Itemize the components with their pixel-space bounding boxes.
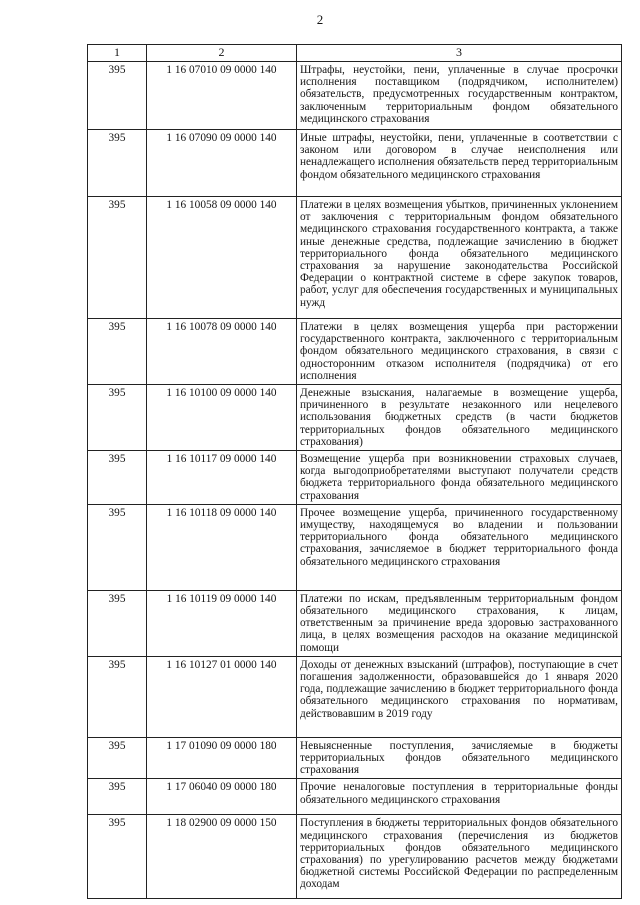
revenue-name-cell: Платежи в целях возмещения ущерба при расторжении государственного контракта, заключенного с территориальным фондом обязательного медицинского страхования, в связи с односторонним отказом исполнителя (подрядчика) от его исполнения	[297, 319, 622, 385]
revenue-name-cell: Доходы от денежных взысканий (штрафов), поступающие в счет погашения задолженности, образовавшейся до 1 января 2020 года, подлежащие зачислению в бюджет территориального фонда обязательного медицинского страхования по нормативам, действовавшим в 2019 году	[297, 656, 622, 737]
admin-code-cell: 395	[88, 319, 147, 385]
revenue-name-cell: Платежи по искам, предъявленным территориальным фондом обязательного медицинского страхования, к лицам, ответственным за причинение вреда здоровью застрахованного лица, в целях возмещения расходов на оказание медицинской помощи	[297, 590, 622, 656]
admin-code-cell: 395	[88, 130, 147, 197]
revenue-name-cell: Прочие неналоговые поступления в территориальные фонды обязательного медицинского страхования	[297, 779, 622, 815]
budget-code-cell: 1 16 10058 09 0000 140	[147, 197, 297, 319]
budget-code-cell: 1 16 07090 09 0000 140	[147, 130, 297, 197]
budget-code-cell: 1 16 10127 01 0000 140	[147, 656, 297, 737]
revenue-name-cell: Штрафы, неустойки, пени, уплаченные в случае просрочки исполнения поставщиком (подрядчиком, исполнителем) обязательств, предусмотренных государственным контрактом, заключенным территориальным фондом обязательного медицинского страхования	[297, 62, 622, 130]
budget-code-cell: 1 16 10117 09 0000 140	[147, 451, 297, 505]
budget-code-cell: 1 18 02900 09 0000 150	[147, 815, 297, 899]
table-row	[88, 590, 622, 656]
budget-code-cell: 1 16 07010 09 0000 140	[147, 62, 297, 130]
revenue-name-cell: Платежи в целях возмещения убытков, причиненных уклонением от заключения с территориальным фондом обязательного медицинского страхования государственного контракта, а также иные денежные средства, подлежащие зачислению в бюджет территориального фонда обязательного медицинского страхования за нарушение законодательства Российской Федерации о контрактной системе в сфере закупок товаров, работ, услуг для обеспечения государственных и муниципальных нужд	[297, 197, 622, 319]
table-row	[88, 319, 622, 385]
table-row	[88, 62, 622, 130]
budget-code-cell: 1 16 10078 09 0000 140	[147, 319, 297, 385]
admin-code-cell: 395	[88, 590, 147, 656]
revenue-name-cell: Невыясненные поступления, зачисляемые в бюджеты территориальных фондов обязательного медицинского страхования	[297, 737, 622, 779]
header-row	[88, 45, 622, 62]
table-row	[88, 504, 622, 590]
table-row	[88, 656, 622, 737]
admin-code-cell: 395	[88, 779, 147, 815]
table-row	[88, 385, 622, 451]
budget-code-cell: 1 16 10100 09 0000 140	[147, 385, 297, 451]
admin-code-cell: 395	[88, 815, 147, 899]
admin-code-cell: 395	[88, 62, 147, 130]
page-number: 2	[316, 12, 324, 27]
admin-code-cell: 395	[88, 385, 147, 451]
header-col-1: 1	[88, 45, 147, 62]
revenue-name-cell: Денежные взыскания, налагаемые в возмещение ущерба, причиненного в результате незаконного или нецелевого использования бюджетных средств (в части бюджетов территориальных фондов обязательного медицинского страхования)	[297, 385, 622, 451]
table-row	[88, 815, 622, 899]
table-header	[88, 45, 622, 62]
admin-code-cell: 395	[88, 197, 147, 319]
revenue-name-cell: Поступления в бюджеты территориальных фондов обязательного медицинского страхования (перечисления из бюджетов территориальных фондов обязательного медицинского страхования) по урегулированию расчетов между бюджетами бюджетной системы Российской Федерации по распределенным доходам	[297, 815, 622, 899]
table-row	[88, 197, 622, 319]
table-row	[88, 130, 622, 197]
admin-code-cell: 395	[88, 504, 147, 590]
revenue-name-cell: Возмещение ущерба при возникновении страховых случаев, когда выгодоприобретателями выступают получатели средств бюджета территориального фонда обязательного медицинского страхования	[297, 451, 622, 505]
budget-code-cell: 1 16 10119 09 0000 140	[147, 590, 297, 656]
admin-code-cell: 395	[88, 656, 147, 737]
table-row	[88, 451, 622, 505]
admin-code-cell: 395	[88, 451, 147, 505]
header-col-2: 2	[147, 45, 297, 62]
table-body	[88, 62, 622, 899]
budget-code-cell: 1 17 01090 09 0000 180	[147, 737, 297, 779]
revenue-codes-table	[87, 44, 622, 899]
admin-code-cell: 395	[88, 737, 147, 779]
revenue-name-cell: Прочее возмещение ущерба, причиненного государственному имуществу, находящемуся во владении и пользовании территориального фонда обязательного медицинского страхования, зачисляемое в бюджет территориального фонда обязательного медицинского страхования	[297, 504, 622, 590]
header-col-3: 3	[297, 45, 622, 62]
budget-code-cell: 1 17 06040 09 0000 180	[147, 779, 297, 815]
revenue-name-cell: Иные штрафы, неустойки, пени, уплаченные в соответствии с законом или договором в случае неисполнения или ненадлежащего исполнения обязательств перед территориальным фондом обязательного медицинского страхования	[297, 130, 622, 197]
table-row	[88, 779, 622, 815]
table-row	[88, 737, 622, 779]
budget-code-cell: 1 16 10118 09 0000 140	[147, 504, 297, 590]
